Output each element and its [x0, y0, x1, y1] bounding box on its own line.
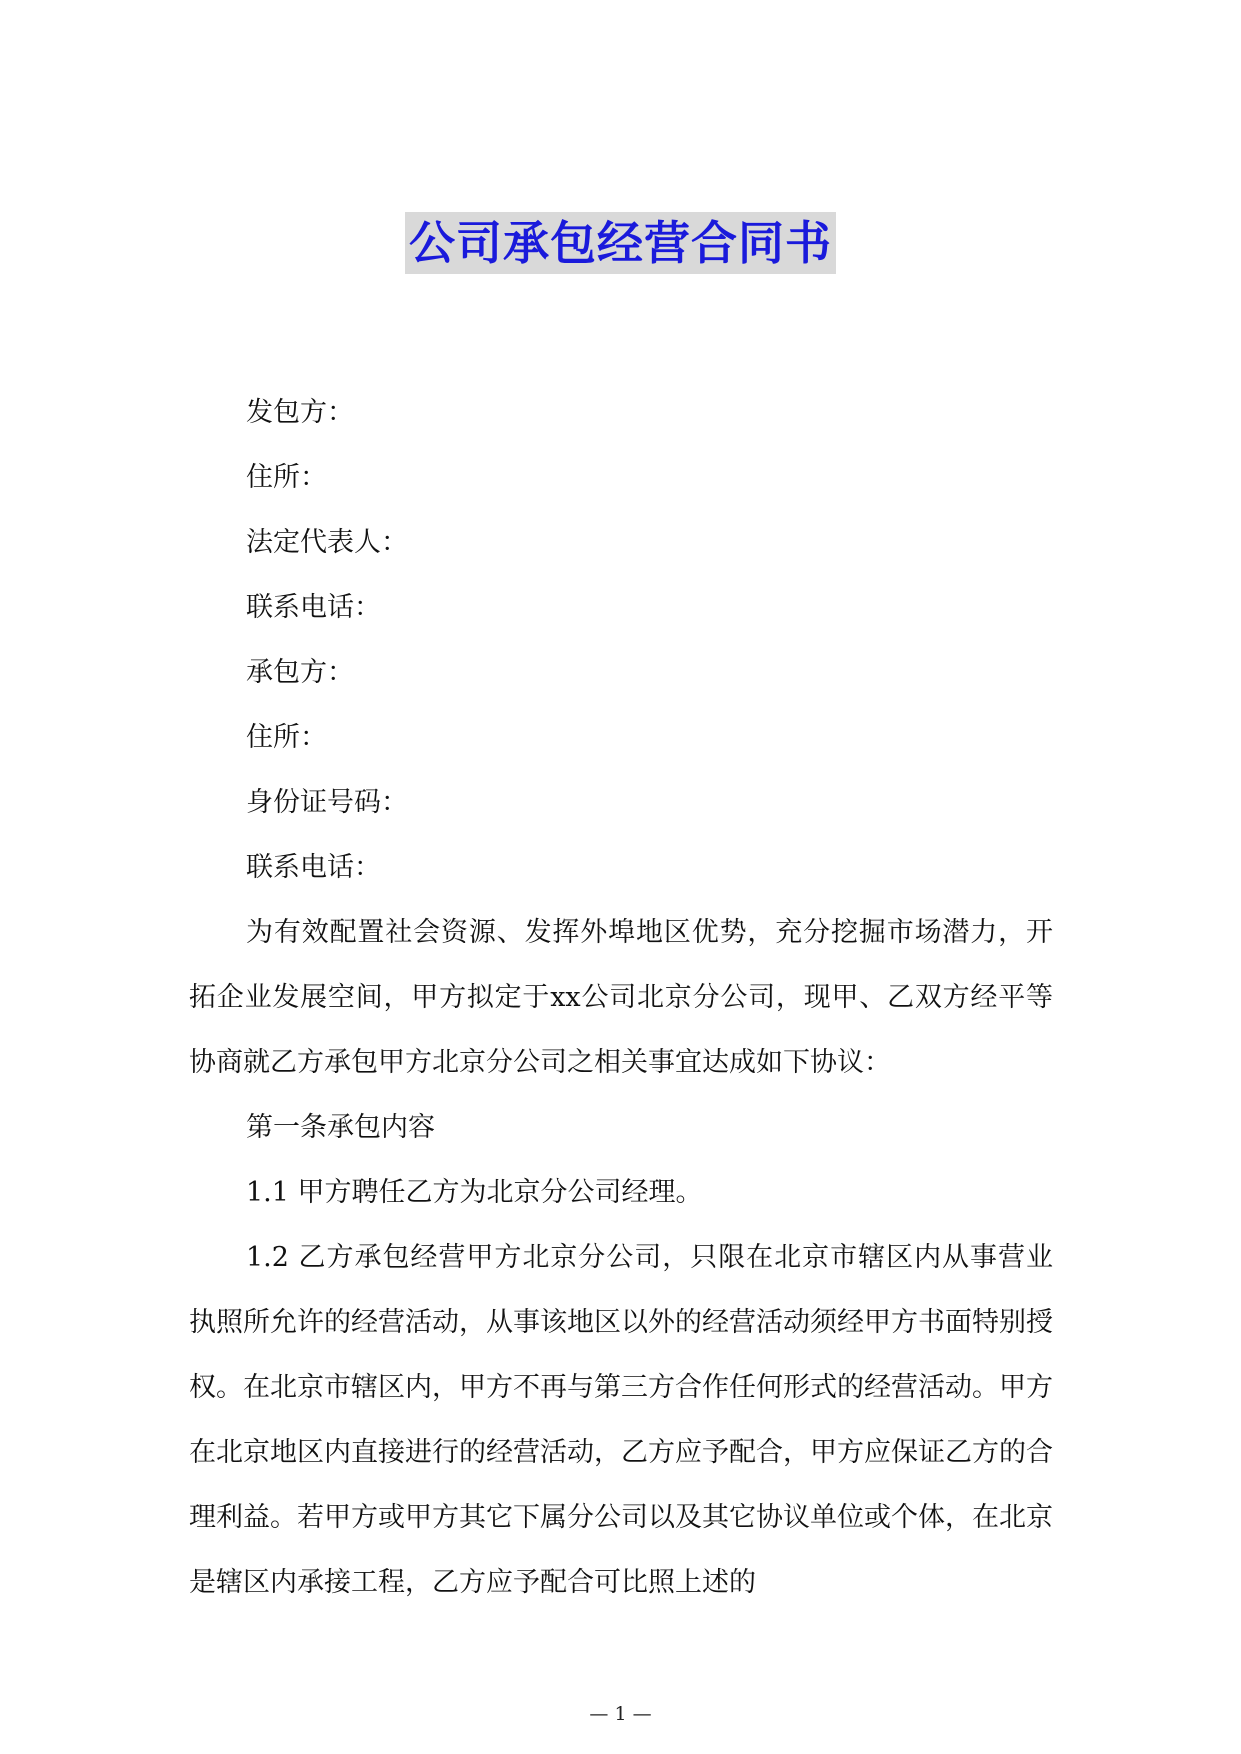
party-line-id-number: 身份证号码： [246, 787, 408, 818]
party-line-contractor-phone: 联系电话： [246, 852, 381, 883]
page-number: — 1 — [589, 1703, 652, 1725]
title-container [0, 212, 1241, 274]
document-title: 公司承包经营合同书 [405, 212, 836, 274]
party-line-issuer-phone: 联系电话： [246, 592, 381, 623]
document-body [189, 380, 1053, 1615]
party-line-legal-representative: 法定代表人： [246, 527, 408, 558]
intro-paragraph: 为有效配置社会资源、发挥外埠地区优势，充分挖掘市场潜力，开拓企业发展空间，甲方拟定于xx公司北京分公司，现甲、乙双方经平等协商就乙方承包甲方北京分公司之相关事宜达成如下协议： [189, 917, 1053, 1078]
clause-1-2: 1.2 乙方承包经营甲方北京分公司，只限在北京市辖区内从事营业执照所允许的经营活动，从事该地区以外的经营活动须经甲方书面特别授权。在北京市辖区内，甲方不再与第三方合作任何形式的经营活动。甲方在北京地区内直接进行的经营活动，乙方应予配合，甲方应保证乙方的合理利益。若甲方或甲方其它下属分公司以及其它协议单位或个体，在北京是辖区内承接工程，乙方应予配合可比照上述的 [189, 1242, 1053, 1598]
party-line-issuer-address: 住所： [246, 462, 327, 493]
party-line-contractor: 承包方： [246, 657, 354, 688]
party-line-contractor-issuer: 发包方： [246, 397, 354, 428]
party-line-contractor-address: 住所： [246, 722, 327, 753]
clause-1-1: 1.1 甲方聘任乙方为北京分公司经理。 [246, 1177, 703, 1208]
article-1-heading: 第一条承包内容 [246, 1112, 435, 1143]
